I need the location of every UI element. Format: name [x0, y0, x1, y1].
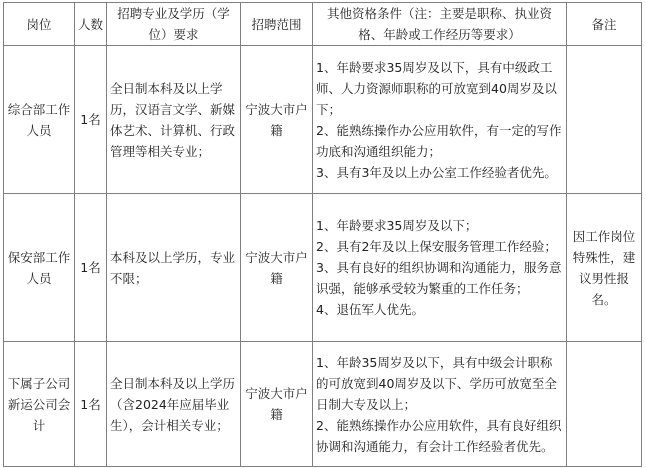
header-major: 招聘专业及学历（学位）要求: [107, 3, 241, 46]
cell-major: 全日制本科及以上学历（含2024年应届毕业生），会计相关专业；: [107, 342, 241, 467]
qualification-item: 1、年龄35周岁及以下，具有中级会计职称的可放宽到40周岁及以下、学历可放宽至全日制大专及以上；: [316, 354, 557, 412]
cell-scope: 宁波大市户籍: [241, 46, 313, 194]
header-scope: 招聘范围: [241, 3, 313, 46]
qualification-item: 2、能熟练操作办公应用软件，具有良好组织协调和沟通能力，有会计工作经验者优先。: [316, 417, 562, 454]
qualification-item: 1、年龄要求35周岁及以下；: [316, 218, 478, 233]
cell-scope: 宁波大市户籍: [241, 342, 313, 467]
recruitment-table: [3, 2, 642, 467]
qualification-item: 3、具有3年及以上办公室工作经验者优先。: [316, 164, 557, 180]
table-header-row: [4, 3, 642, 46]
cell-count: 1名: [75, 342, 107, 467]
table-row: [4, 46, 642, 194]
table-row: [4, 342, 642, 467]
cell-scope: 宁波大市户籍: [241, 194, 313, 342]
cell-qualifications: [313, 342, 567, 467]
header-count: 人数: [75, 3, 107, 46]
header-position: 岗位: [4, 3, 75, 46]
qualification-item: 4、退伍军人优先。: [316, 302, 424, 317]
cell-count: 1名: [75, 194, 107, 342]
qualification-item: 2、能熟练操作办公应用软件，有一定的写作功底和沟通组织能力；: [316, 122, 562, 159]
qualification-item: 3、具有良好的组织协调和沟通能力，服务意识强，能够承受较为繁重的工作任务；: [316, 260, 562, 296]
cell-qualifications: [313, 46, 567, 194]
cell-qualifications: [313, 194, 567, 342]
cell-count: 1名: [75, 46, 107, 194]
cell-major: 全日制本科及以上学历，汉语言文学、新媒体艺术、计算机、行政管理等相关专业；: [107, 46, 241, 194]
cell-position: 保安部工作人员: [4, 194, 75, 342]
qualification-item: 1、年龄要求35周岁及以下，具有中级政工师、人力资源师职称的可放宽到40周岁及以下；: [316, 59, 557, 117]
cell-major: 本科及以上学历，专业不限；: [107, 194, 241, 342]
header-remark: 备注: [567, 3, 642, 46]
header-qualifications: 其他资格条件（注：主要是职称、执业资格、年龄或工作经历等要求）: [313, 3, 567, 46]
cell-remark: [567, 46, 642, 194]
cell-position: 综合部工作人员: [4, 46, 75, 194]
cell-position: 下属子公司新运公司会计: [4, 342, 75, 467]
cell-remark: 因工作岗位特殊性，建议男性报名。: [567, 194, 642, 342]
table-row: [4, 194, 642, 342]
cell-remark: [567, 342, 642, 467]
qualification-item: 2、具有2年及以上保安服务管理工作经验；: [316, 239, 557, 254]
